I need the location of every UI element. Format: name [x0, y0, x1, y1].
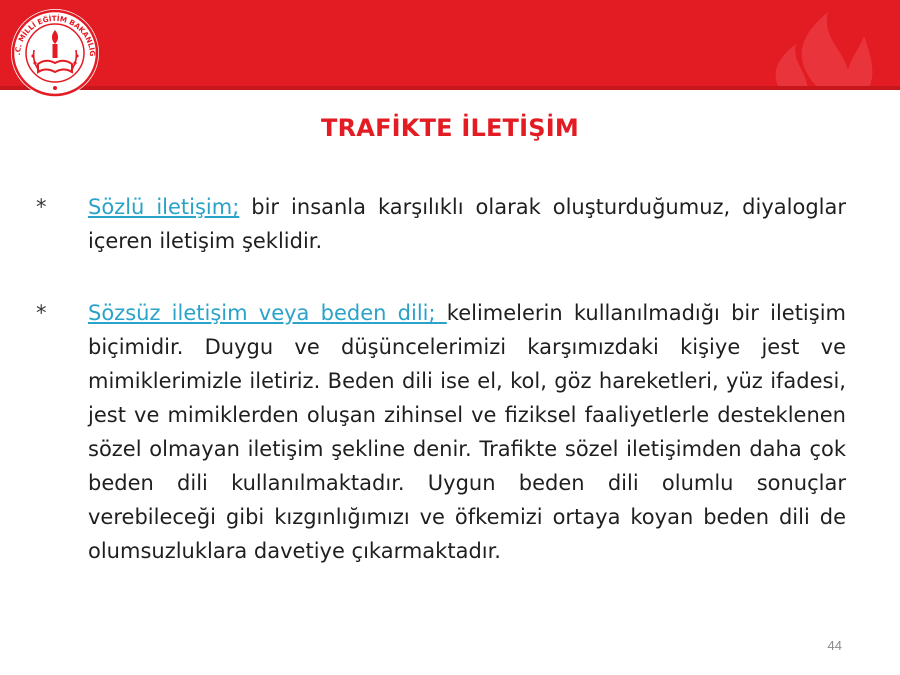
paragraph-text: kelimelerin kullanılmadığı bir iletişim biçimidir. Duygu ve düşüncelerimizi karşımızdaki kişiye jest ve mimiklerimizle iletiriz. Beden dili ise el, kol, göz hareketleri, yüz ifadesi, jest ve mimiklerden oluşan zihinsel ve fiziksel faaliyetlerle desteklenen sözel olmayan iletişim şekline denir. Trafikte sözel iletişimden daha çok beden dili kullanılmaktadır. Uygun beden dili olumlu sonuçlar verebileceği gibi kızgınlığımızı ve öfkemizi ortaya koyan beden dili de olumsuzluklara davetiye çıkarmaktadır.	[88, 301, 846, 563]
slide-body	[36, 190, 846, 568]
ministry-logo	[8, 6, 102, 100]
bullet-marker: *	[36, 301, 47, 325]
term-verbal-communication: Sözlü iletişim;	[88, 195, 240, 219]
bullet-marker: *	[36, 195, 47, 219]
paragraph-text: bir insanla karşılıklı olarak oluşturduğumuz, diyaloglar içeren iletişim şeklidir.	[88, 195, 846, 253]
paragraph-nonverbal-communication	[36, 296, 846, 568]
term-nonverbal-communication: Sözsüz iletişim veya beden dili;	[88, 301, 447, 325]
slide-title: TRAFİKTE İLETİŞİM	[321, 114, 579, 142]
header-background	[0, 0, 900, 90]
svg-text:T.C. MİLLİ EĞİTİM BAKANLIĞI: .C. MİLLİ EĞİTİM BAKANLIĞ	[12, 13, 98, 57]
paragraph-verbal-communication	[36, 190, 846, 258]
page-number: 44	[827, 638, 842, 653]
header-band	[0, 0, 900, 90]
